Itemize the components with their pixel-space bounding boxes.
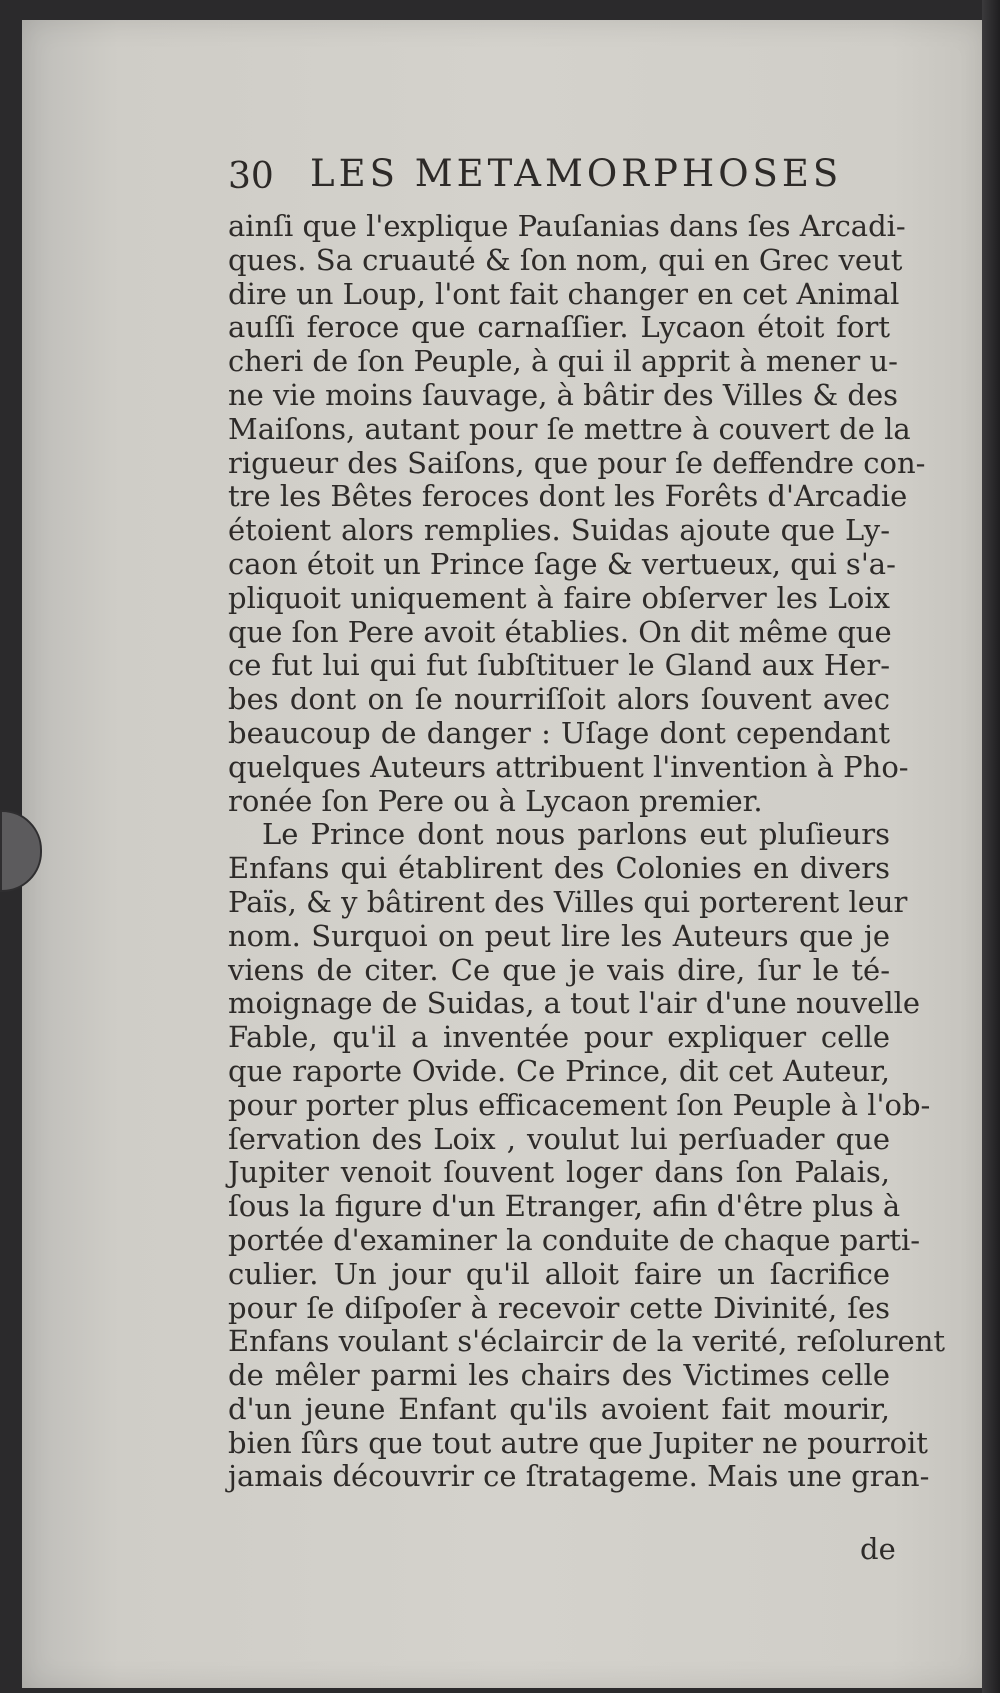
catchword: de: [860, 1532, 896, 1566]
text-line: nom. Surquoi on peut lire les Auteurs que je: [228, 918, 890, 953]
text-line: tre les Bêtes feroces dont les Forêts d'Arcadie: [228, 479, 908, 514]
text-line: Fable, qu'il a inventée pour expliquer celle: [228, 1020, 890, 1055]
running-title: LES METAMORPHOSES: [310, 152, 843, 195]
text-line: pour porter plus efficacement ſon Peuple à l'ob-: [228, 1087, 931, 1122]
text-line: ne vie moins ſauvage, à bâtir des Villes & des: [228, 377, 899, 412]
text-line: bien ſûrs que tout autre que Jupiter ne pourroit: [228, 1425, 928, 1460]
text-line: Païs, & y bâtirent des Villes qui porterent leur: [228, 884, 908, 919]
running-head: [228, 148, 888, 198]
text-line: jamais découvrir ce ſtratageme. Mais une gran-: [228, 1459, 930, 1494]
text-line: viens de citer. Ce que je vais dire, ſur le té-: [228, 952, 890, 987]
text-line: Jupiter venoit ſouvent loger dans ſon Palais,: [228, 1155, 890, 1190]
text-line: Le Prince dont nous parlons eut pluſieurs: [262, 817, 890, 852]
text-line: cheri de ſon Peuple, à qui il apprit à mener u-: [228, 344, 898, 379]
text-line: pliquoit uniquement à faire obſerver les Loix: [228, 580, 890, 615]
text-line: portée d'examiner la conduite de chaque parti-: [228, 1222, 921, 1257]
text-line: quelques Auteurs attribuent l'invention à Pho-: [228, 749, 909, 784]
text-line: Enfans voulant s'éclaircir de la verité, reſolurent: [228, 1324, 946, 1359]
text-line: culier. Un jour qu'il alloit faire un ſacrifice: [228, 1256, 890, 1291]
text-line: ainſi que l'explique Pauſanias dans ſes Arcadi-: [228, 209, 906, 243]
text-line: ronée ſon Pere ou à Lycaon premier.: [228, 783, 763, 818]
text-line: Enfans qui établirent des Colonies en divers: [228, 851, 890, 886]
text-line: ques. Sa cruauté & ſon nom, qui en Grec veut: [228, 242, 903, 277]
text-line: ce fut lui qui fut ſubſtituer le Gland aux Her-: [228, 648, 890, 683]
book-edge: [982, 0, 1000, 1693]
text-line: bes dont on ſe nourriſſoit alors ſouvent avec: [228, 682, 890, 717]
text-line: caon étoit un Prince ſage & vertueux, qui s'a-: [228, 546, 896, 581]
text-line: étoient alors remplies. Suidas ajoute que Ly-: [228, 513, 890, 548]
text-line: ſervation des Loix , voulut lui perſuader que: [228, 1121, 890, 1156]
text-line: dire un Loup, l'ont fait changer en cet Animal: [228, 276, 900, 311]
text-line: que raporte Ovide. Ce Prince, dit cet Auteur,: [228, 1053, 890, 1088]
text-line: ſous la figure d'un Etranger, afin d'être plus à: [228, 1189, 901, 1224]
text-line: pour ſe diſpoſer à recevoir cette Divinité, ſes: [228, 1290, 890, 1325]
body-text: [228, 209, 946, 1494]
text-line: rigueur des Saiſons, que pour ſe deffendre con-: [228, 445, 926, 480]
text-line: de mêler parmi les chairs des Victimes celle: [228, 1358, 890, 1393]
page-number: 30: [228, 156, 274, 197]
text-line: moignage de Suidas, a tout l'air d'une nouvelle: [228, 986, 921, 1021]
text-line: Maiſons, autant pour ſe mettre à couvert de la: [228, 411, 911, 446]
text-line: auſſi feroce que carnaſſier. Lycaon étoit fort: [228, 310, 890, 345]
text-line: beaucoup de danger : Uſage dont cependant: [228, 715, 890, 750]
text-line: que ſon Pere avoit établies. On dit même que: [228, 614, 892, 649]
text-line: d'un jeune Enfant qu'ils avoient fait mourir,: [228, 1391, 890, 1426]
